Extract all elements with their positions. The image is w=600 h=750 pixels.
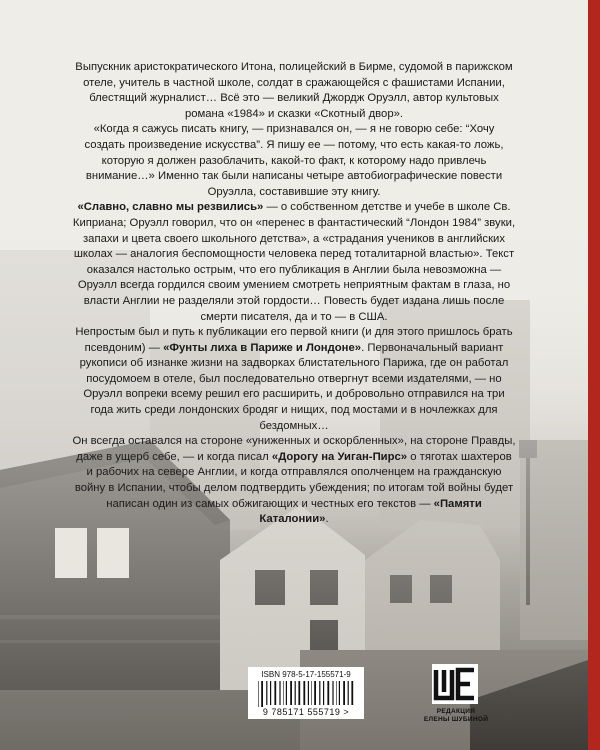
text-run: . Первоначальный вариант рукописи об изнанке жизни на задворках блистательного Парижа, где он работал посудомоем в отеле, был последовательно отвергнут всеми издателями, — но Оруэлл вопреки всему решил его расширить, и добровольно отправился на три года жить среди лондонских бродяг и нищих, под мостами и в ночлежках для бездомных… <box>79 341 509 432</box>
barcode-bar <box>261 681 263 707</box>
text-run: Он всегда оставался на стороне «униженных и оскорбленных», на стороне Правды, даже в ущерб себе, — и когда писал <box>72 435 516 463</box>
barcode-panel <box>248 667 364 719</box>
barcode-bar <box>308 681 309 705</box>
barcode-bar <box>336 681 337 705</box>
barcode-bar <box>266 681 267 705</box>
barcode-bar <box>274 681 276 705</box>
barcode-bar <box>343 681 345 705</box>
text-run: Выпускник аристократического Итона, полицейский в Бирме, судомой в парижском отеле, учитель в частной школе, солдат в сражающейся с фашистами Испании, блестящий журналист… Всё это — великий Джордж Оруэлл, автор культовых романа «1984» и сказки «Скотный двор». <box>75 61 513 120</box>
publisher-logo <box>421 664 491 736</box>
spine-red-strip <box>588 0 600 750</box>
barcode-bar <box>279 681 280 705</box>
book-title: «Фунты лиха в Париже и Лондоне» <box>163 341 362 354</box>
paragraph <box>72 434 516 528</box>
barcode-bar <box>323 681 324 705</box>
text-run: — о собственном детстве и учебе в школе Св. Киприана; Оруэлл говорил, что он «перенес в фантастический “Лондон 1984” звуки, запахи и цвета своего школьного детства», а «страдания учеников в английских школах — аналогия беспомощности человека перед тоталитарной властью». Текст оказался настолько острым, что его публикация в Англии была невозможна — Оруэлл всегда гордился своим умением смотреть неприятным фактам в глаза, но власти Англии не разделяли этой гордости… Повесть будет издана лишь после смерти писателя, да и то — в США. <box>72 201 516 323</box>
barcode-bar <box>311 681 312 705</box>
isbn-label: ISBN 978-5-17-155571-9 <box>261 670 351 679</box>
barcode-bars <box>256 681 356 707</box>
barcode-bar <box>348 681 349 705</box>
barcode-bar <box>314 681 316 705</box>
text-run: . <box>325 513 329 526</box>
publisher-line-1: РЕДАКЦИЯ <box>436 708 476 715</box>
barcode-bar <box>295 681 296 705</box>
publisher-name <box>421 708 491 724</box>
text-run: «Когда я сажусь писать книгу, — признавался он, — я не говорю себе: “Хочу создать произведение искусства”. Я пишу ее — потому, что есть какая-то ложь, которую я должен разоблачить, какой-то факт, к которому надо привлечь внимание…» Именно так были написаны четыре автобиографические повести Оруэлла, составившие эту книгу. <box>84 123 504 198</box>
paragraph <box>72 200 516 325</box>
barcode-bar <box>290 681 292 705</box>
text-run: Непростым был и путь к публикации его первой книги (и для этого пришлось брать псевдоним) — <box>75 326 513 354</box>
barcode-bar <box>303 681 305 705</box>
barcode-digits: 9 785171 555719 > <box>262 707 350 717</box>
publisher-logo-icon <box>432 664 478 704</box>
barcode-bar <box>270 681 271 705</box>
barcode-bar <box>332 681 333 705</box>
text-run: о тяготах шахтеров и рабочих на севере Англии, и когда отправлялся ополченцем на гражданскую войну в Испании, чтобы делом подтвердить убеждения; по итогам той войны будет написан один из самых обжигающих и честных его текстов — <box>74 450 514 510</box>
barcode-bar <box>351 681 353 705</box>
barcode-bar <box>319 681 320 705</box>
barcode-bar <box>258 681 259 707</box>
paragraph <box>72 60 516 122</box>
barcode-bar <box>286 681 287 705</box>
book-title: «Памяти Каталонии» <box>259 497 482 526</box>
book-title: «Дорогу на Уиган-Пирс» <box>271 450 408 463</box>
barcode-bar <box>339 681 340 705</box>
paragraph <box>72 122 516 200</box>
barcode-bar <box>298 681 300 705</box>
barcode-bar <box>327 681 329 705</box>
book-title: «Славно, славно мы резвились» <box>77 201 264 214</box>
barcode-bar <box>283 681 284 705</box>
publisher-line-2: ЕЛЕНЫ ШУБИНОЙ <box>423 716 489 723</box>
paragraph <box>72 325 516 434</box>
annotation-text <box>72 60 516 528</box>
